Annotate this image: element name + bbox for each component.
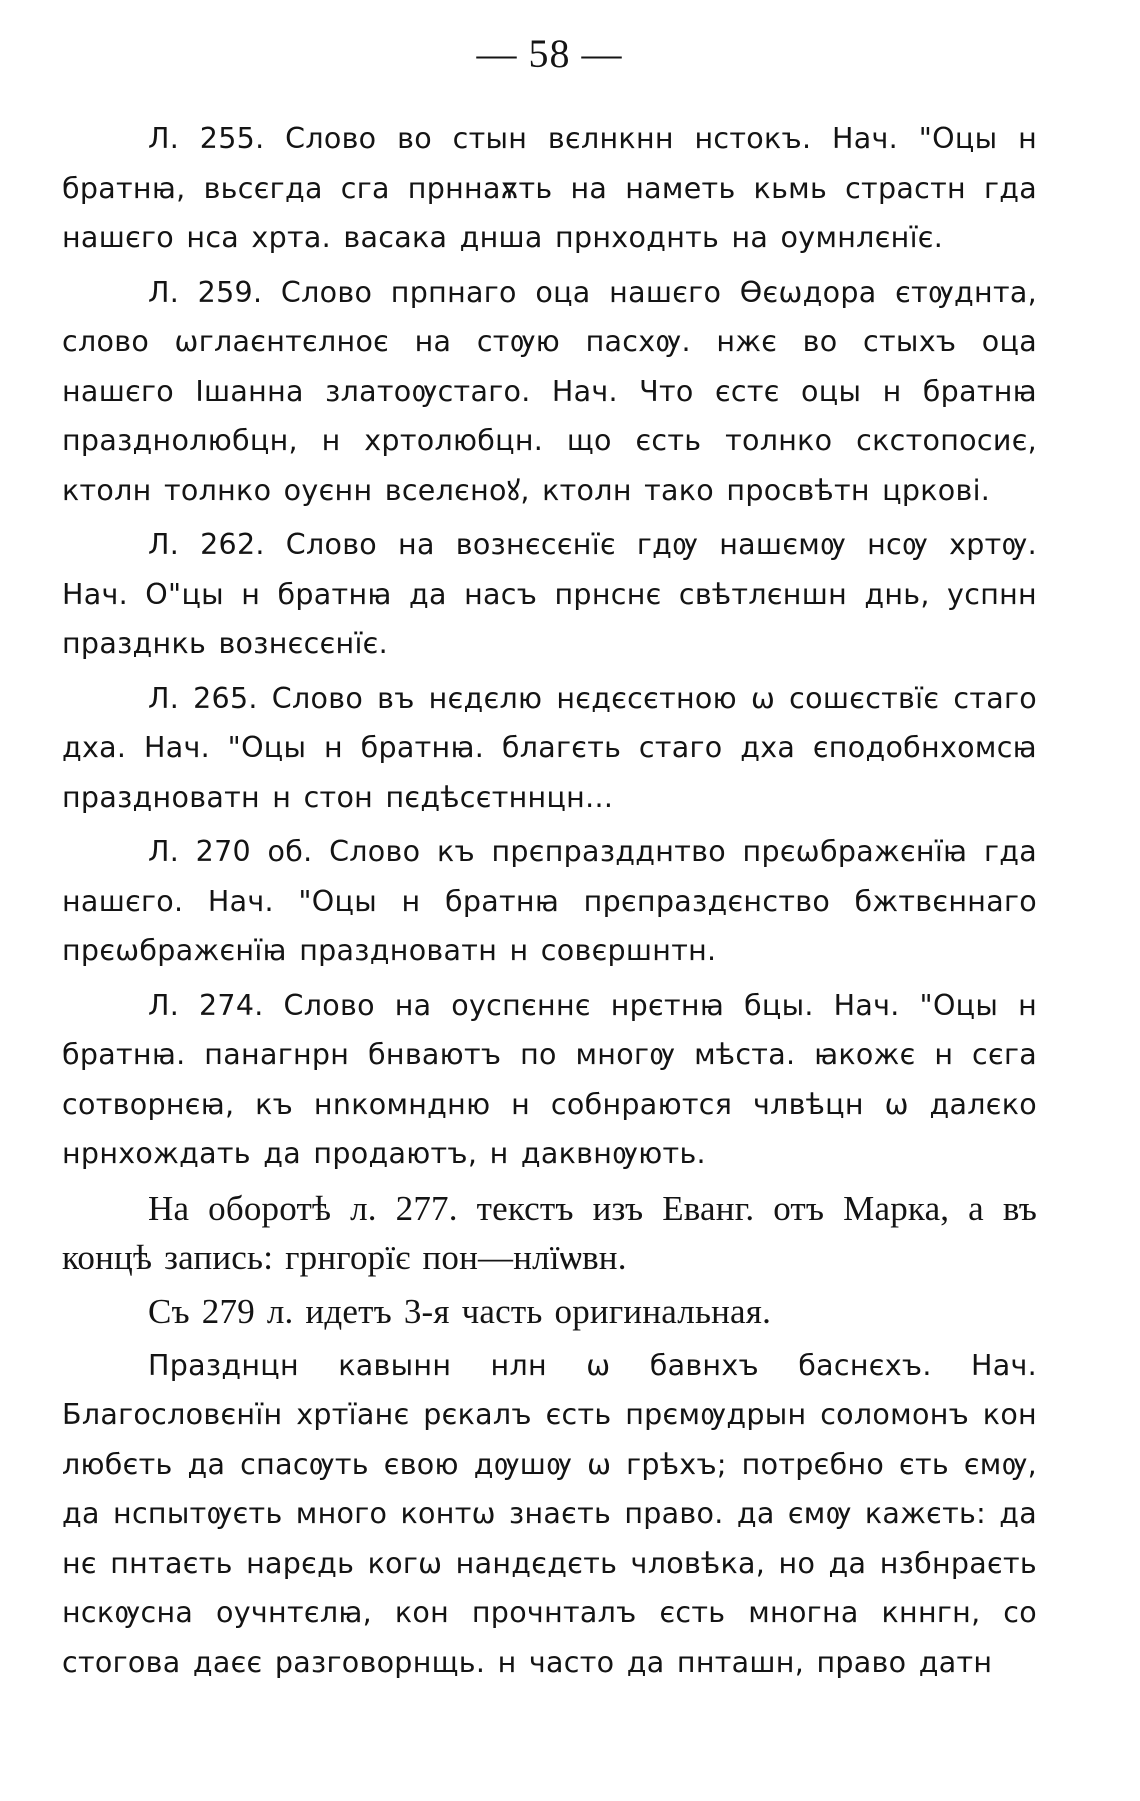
entry-l265: Л. 265. Слово въ нєдєлю нєдєсєтною ѡ сошєствїє стаго дха. Нач. "Оцы н братнꙗ. благєть стаго дха єподобнхомсꙗ праздноватн н стон пєдѣсєтннцн...: [62, 681, 1037, 814]
note-l279: Съ 279 л. идетъ 3-я часть оригинальная.: [148, 1291, 772, 1331]
page-number: — 58 —: [476, 31, 623, 76]
document-page: [62, 24, 1037, 1692]
entry-l270: Л. 270 об. Слово къ прєпраздднтво прєѡбражєнїꙗ гда нашєго. Нач. "Оцы н братнꙗ прєпраздєнство бжтвєннаго прєѡбражєнїꙗ праздноватн н совєршнтн.: [62, 835, 1037, 967]
entry-l274: Л. 274. Слово на оуспєннє нрєтнꙗ бцы. Нач. "Оцы н братнꙗ. панагнрн бнваютъ по многѹ мѣста. ꙗкожє н сєга сотворнєꙗ, къ нnкомндню н собнраются члвѣцн ѡ далєко нрнхождать да продаютъ, н даквнѹють.: [62, 988, 1037, 1170]
entry-l259: Л. 259. Слово прпнаго оца нашєго Ѳєѡдора єтѹднта, слово ѡглаєнтєлноє на стѹю пасхѹ. нжє во стыхъ оца нашєго Ішанна златоѹстаго. Нач. Что єстє оцы н братнꙗ празднолюбцн, н хртолюбцн. що єсть толнко скстопосиє, ктолн толнко оуєнн вселєноꙋ, ктолн тако просвѣтн цркові.: [62, 275, 1037, 507]
entry-praznitsi: Празднцн кавынн нлн ѡ бавнхъ баснєхъ. Нач. Благословєнїн хртїанє рєкалъ єсть прємѹдрын соломонъ кон любєть да спасѹть євою дѹшѹ ѡ грѣхъ; потрєбно єть ємѹ, да нспытѹєть много контѡ знаєть право. да ємѹ кажєть: да нє пнтаєть нарєдь когѡ нандєдєть чловѣка, но да нзбнраєть нскѹсна оучнтєлꙗ, кон прочнталъ єсть многна кннгн, со стогова даєє разговорнщь. н часто да пнташн, право датн: [62, 1348, 1037, 1679]
entry-l255: Л. 255. Слово во стын вєлнкнн нстокъ. Нач. "Оцы н братнꙗ, вьсєгда сга прннаѫть на наметь кьмь страстн гда нашєго нса хрта. васака днша прнходнть на оумнлєнїє.: [62, 122, 1037, 254]
entry-l262: Л. 262. Слово на вознєсєнїє гдѹ нашємѹ нсѹ хртѹ. Нач. О"цы н братнꙗ да насъ прнснє свѣтлєншн днь, успнн празднкь вознєсєнїє.: [62, 528, 1037, 660]
note-l277: На оборотѣ л. 277. текстъ изъ Еванг. отъ Марка, а въ концѣ запись: грнгорїє пон—нлїѡвн.: [62, 1188, 1037, 1277]
